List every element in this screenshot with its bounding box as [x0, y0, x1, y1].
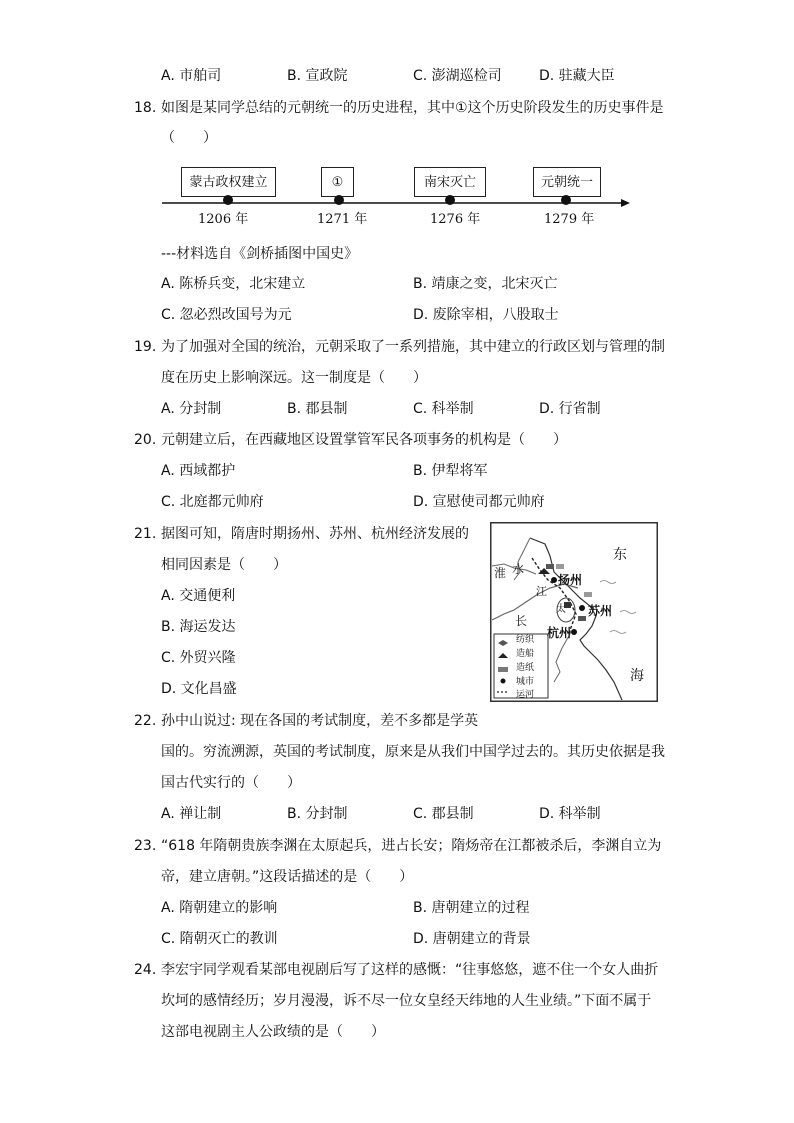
map-label: 东 — [613, 547, 627, 563]
question-text: 据图可知，隋唐时期扬州、苏州、杭州经济发展的 — [161, 526, 469, 542]
question-text-cont: 相同因素是（ ） — [161, 557, 287, 573]
q20-option-b[interactable]: B. 伊犁将军 — [413, 463, 488, 479]
timeline-box-yuan-unify: 元朝统一 — [533, 167, 601, 197]
q21-option-d[interactable]: D. 文化昌盛 — [161, 681, 237, 697]
legend-item: 造船 — [516, 649, 535, 659]
question-text: 元朝建立后，在西藏地区设置掌管军民各项事务的机构是（ ） — [161, 432, 567, 448]
timeline-year: 1279 年 — [544, 212, 595, 227]
map-label-yangzhou: 扬州 — [558, 573, 583, 587]
map-label: 太 — [556, 604, 566, 615]
q18-option-d[interactable]: D. 废除宰相，八股取士 — [413, 307, 559, 323]
map-label-hangzhou: 杭州 — [547, 626, 572, 640]
legend-item: 造纸 — [516, 663, 535, 673]
q21-option-b[interactable]: B. 海运发达 — [161, 619, 236, 635]
q22-option-a[interactable]: A. 禅让制 — [161, 806, 222, 822]
q17-option-d[interactable]: D. 驻藏大臣 — [539, 68, 615, 84]
q17-option-b[interactable]: B. 宣政院 — [287, 68, 348, 84]
question-text-cont: 度在历史上影响深远。这一制度是（ ） — [161, 370, 427, 386]
q17-option-a[interactable]: A. 市舶司 — [161, 68, 222, 84]
question-text-cont: 国古代实行的（ ） — [161, 775, 301, 791]
q20-option-a[interactable]: A. 西域都护 — [161, 463, 236, 479]
q20-option-c[interactable]: C. 北庭都元帅府 — [161, 494, 264, 510]
q22-option-c[interactable]: C. 郡县制 — [413, 806, 474, 822]
question-number: 20. — [134, 432, 157, 448]
q23-option-c[interactable]: C. 隋朝灭亡的教训 — [161, 931, 278, 947]
question-text-cont: 帝，建立唐朝。”这段话描述的是（ ） — [161, 869, 414, 885]
question-number: 18. — [134, 100, 157, 116]
legend-item: 运河 — [516, 690, 535, 700]
timeline-dot — [445, 195, 455, 205]
timeline-dot — [223, 195, 233, 205]
legend-item: 城市 — [516, 677, 535, 687]
question-text: 为了加强对全国的统治，元朝采取了一系列措施，其中建立的行政区划与管理的制 — [161, 339, 665, 355]
timeline-dot — [334, 195, 344, 205]
q21-option-c[interactable]: C. 外贸兴隆 — [161, 650, 236, 666]
question-text: 如图是某同学总结的元朝统一的历史进程，其中①这个历史阶段发生的历史事件是 — [161, 100, 664, 116]
timeline-box-circle-one: ① — [321, 167, 354, 197]
q20-option-d[interactable]: D. 宣慰使司都元帅府 — [413, 494, 545, 510]
q19-option-c[interactable]: C. 科举制 — [413, 401, 474, 417]
question-number: 22. — [134, 713, 157, 729]
q21-option-a[interactable]: A. 交通便利 — [161, 588, 236, 604]
timeline-year: 1276 年 — [430, 212, 481, 227]
q22-option-d[interactable]: D. 科举制 — [539, 806, 601, 822]
question-text-cont: 这部电视剧主人公政绩的是（ ） — [161, 1024, 385, 1040]
q22-option-b[interactable]: B. 分封制 — [287, 806, 348, 822]
q19-option-d[interactable]: D. 行省制 — [539, 401, 601, 417]
q18-option-a[interactable]: A. 陈桥兵变，北宋建立 — [161, 276, 306, 292]
q19-option-a[interactable]: A. 分封制 — [161, 401, 222, 417]
legend-item: 纺织 — [516, 635, 535, 645]
question-text-cont: （ ） — [161, 130, 217, 146]
timeline-dot — [561, 195, 571, 205]
q23-option-d[interactable]: D. 唐朝建立的背景 — [413, 931, 531, 947]
q18-option-b[interactable]: B. 靖康之变，北宋灭亡 — [413, 276, 558, 292]
question-text: 孙中山说过: 现在各国的考试制度，差不多都是学英 — [161, 713, 479, 729]
source-note: ---材料选自《剑桥插图中国史》 — [161, 246, 359, 262]
map-label-suzhou: 苏州 — [588, 604, 613, 618]
question-number: 19. — [134, 339, 157, 355]
q23-option-a[interactable]: A. 隋朝建立的影响 — [161, 900, 278, 916]
q23-option-b[interactable]: B. 唐朝建立的过程 — [413, 900, 530, 916]
question-number: 21. — [134, 526, 157, 542]
question-text-cont: 坎坷的感情经历；岁月漫漫，诉不尽一位女皇经天纬地的人生业绩。”下面不属于 — [161, 993, 652, 1009]
q19-option-b[interactable]: B. 郡县制 — [287, 401, 348, 417]
question-text: “618 年隋朝贵族李渊在太原起兵，进占长安；隋炀帝在江都被杀后，李渊自立为 — [161, 838, 662, 854]
question-text: 李宏宇同学观看某部电视剧后写了这样的感慨：“往事悠悠，遮不住一个女人曲折 — [161, 962, 659, 978]
timeline-box-mongol: 蒙古政权建立 — [181, 167, 276, 197]
map-label: 海 — [630, 668, 644, 684]
timeline-year: 1271 年 — [317, 212, 368, 227]
map-label: 淮 — [494, 566, 507, 580]
q17-option-c[interactable]: C. 澎湖巡检司 — [413, 68, 502, 84]
timeline-box-song-fall: 南宋灭亡 — [414, 167, 486, 197]
question-text-cont: 国的。穷流溯源，英国的考试制度，原来是从我们中国学过去的。其历史依据是我 — [161, 744, 665, 760]
q18-option-c[interactable]: C. 忽必烈改国号为元 — [161, 307, 292, 323]
question-number: 23. — [134, 838, 157, 854]
map-label: 水 — [512, 562, 525, 576]
question-number: 24. — [134, 962, 157, 978]
map-label: 长 — [515, 614, 528, 628]
map-label: 江 — [536, 585, 547, 598]
timeline-year: 1206 年 — [198, 212, 249, 227]
